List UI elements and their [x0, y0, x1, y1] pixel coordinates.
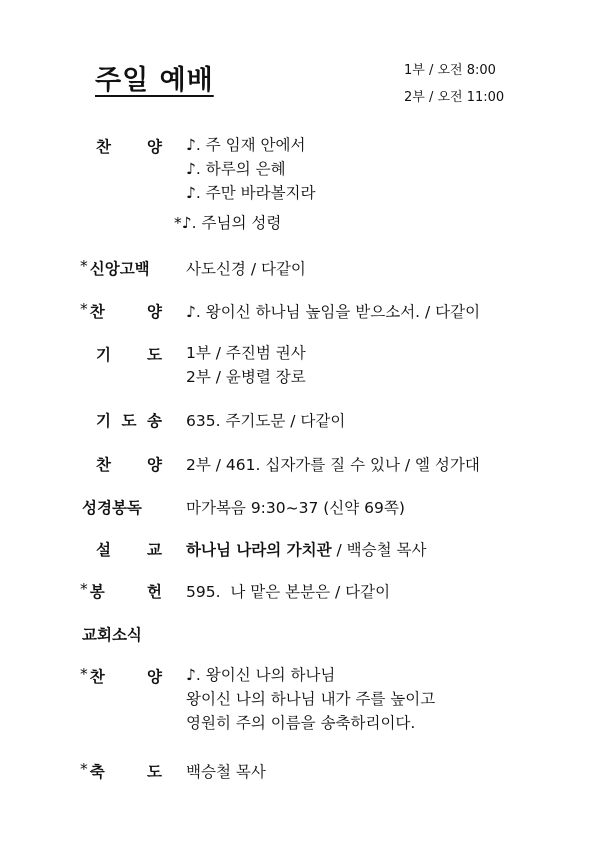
order-label: 기 도 송 [96, 412, 162, 430]
service-time-1: 1부 / 오전 8:00 [404, 63, 496, 78]
order-content: ♪. 왕이신 하나님 높임을 받으소서. / 다같이 [186, 303, 481, 321]
sermon-preacher: / 백승철 목사 [331, 541, 427, 559]
hymn-line: *♪. 주님의 성령 [174, 214, 282, 232]
order-label: * 봉 헌 [80, 580, 162, 601]
hymn-line: ♪. 주 임재 안에서 [186, 136, 306, 154]
order-content: 2부 / 461. 십자가를 질 수 있나 / 엘 성가대 [186, 456, 480, 474]
order-content: 마가복음 9:30~37 (신약 69쪽) [186, 499, 405, 517]
order-content: 백승철 목사 [186, 763, 266, 781]
order-label: 성경봉독 [82, 499, 142, 517]
order-content: 635. 주기도문 / 다같이 [186, 412, 346, 430]
hymn-line: 왕이신 나의 하나님 내가 주를 높이고 [186, 690, 436, 708]
order-label: 교회소식 [82, 626, 142, 644]
order-label: * 찬 양 [80, 665, 162, 686]
order-content: 사도신경 / 다같이 [186, 260, 306, 278]
sermon-title: 하나님 나라의 가치관 [186, 541, 332, 559]
hymn-line: 영원히 주의 이름을 송축하리이다. [186, 714, 416, 732]
hymn-line: ♪. 왕이신 나의 하나님 [186, 666, 336, 684]
order-content [186, 343, 306, 391]
order-label: * 찬 양 [80, 300, 162, 321]
hymn-line: ♪. 주만 바라볼지라 [186, 184, 316, 202]
order-content: 595. 나 맡은 본분은 / 다같이 [186, 583, 391, 601]
hymn-line: ♪. 하루의 은혜 [186, 160, 286, 178]
order-label: 설 교 [96, 541, 162, 559]
order-content [174, 135, 316, 237]
service-time-2: 2부 / 오전 11:00 [404, 90, 505, 105]
order-label: 찬 양 [96, 456, 162, 474]
order-label: * 신앙고백 [80, 257, 150, 278]
order-label: * 축 도 [80, 760, 162, 781]
order-label: 찬 양 [96, 138, 162, 156]
prayer-line: 2부 / 윤병렬 장로 [186, 368, 306, 386]
order-label: 기 도 [96, 346, 162, 364]
prayer-line: 1부 / 주진범 권사 [186, 344, 306, 362]
order-content [186, 665, 435, 737]
order-content [186, 538, 426, 560]
page-title: 주일 예배 [95, 65, 214, 96]
